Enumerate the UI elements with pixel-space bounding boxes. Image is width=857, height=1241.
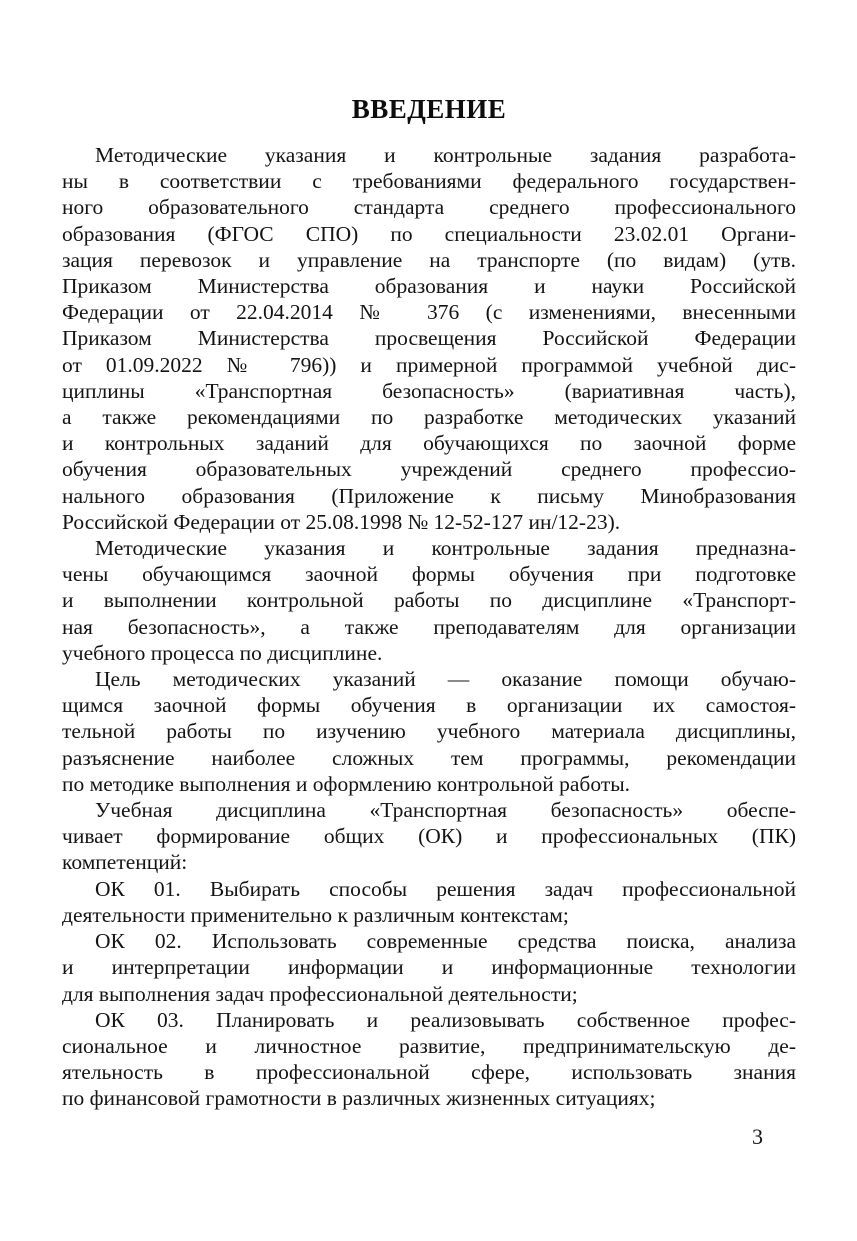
text-line: ного образовательного стандарта среднего профессионального — [62, 195, 796, 220]
text-line: ятельность в профессиональной сфере, использовать знания — [62, 1060, 796, 1085]
text-line: образования (ФГОС СПО) по специальности 23.02.01 Органи- — [62, 221, 796, 246]
text-line: ОК 02. Использовать современные средства поиска, анализа — [95, 929, 796, 954]
text-line: циплины «Транспортная безопасность» (вариативная часть), — [62, 378, 796, 403]
text-line: Цель методических указаний — оказание помощи обучаю- — [95, 667, 796, 692]
text-line: зация перевозок и управление на транспорте (по видам) (утв. — [62, 247, 796, 272]
text-line: компетенций: — [62, 850, 188, 875]
paragraph — [62, 928, 796, 1007]
text-line: от 01.09.2022 № 796)) и примерной программой учебной дис- — [62, 352, 796, 377]
paragraph — [62, 666, 796, 797]
text-line: Учебная дисциплина «Транспортная безопасность» обеспе- — [95, 798, 796, 823]
text-line: ная безопасность», а также преподавателям для организации — [62, 614, 796, 639]
paragraph — [62, 797, 796, 876]
text-line: для выполнения задач профессиональной деятельности; — [62, 981, 578, 1006]
text-line: по методике выполнения и оформлению контрольной работы. — [62, 771, 631, 796]
text-line: ОК 03. Планировать и реализовывать собственное профес- — [95, 1007, 796, 1032]
paragraph — [62, 535, 796, 666]
text-line: тельной работы по изучению учебного материала дисциплины, — [62, 719, 796, 744]
text-line: и интерпретации информации и информационные технологии — [62, 955, 796, 980]
text-line: чены обучающимся заочной формы обучения при подготовке — [62, 562, 796, 587]
page-title: ВВЕДЕНИЕ — [351, 94, 507, 124]
text-line: нального образования (Приложение к письму Минобразования — [62, 483, 796, 508]
text-line: и контрольных заданий для обучающихся по заочной форме — [62, 431, 796, 456]
text-line: а также рекомендациями по разработке методических указаний — [62, 405, 796, 430]
text-line: Приказом Министерства образования и науки Российской — [62, 274, 796, 299]
text-line: обучения образовательных учреждений среднего профессио- — [62, 457, 796, 482]
text-line: учебного процесса по дисциплине. — [62, 640, 383, 665]
text-line: ны в соответствии с требованиями федерального государствен- — [62, 169, 796, 194]
text-line: ОК 01. Выбирать способы решения задач профессиональной — [95, 876, 796, 901]
text-line: сиональное и личностное развитие, предпринимательскую де- — [62, 1033, 796, 1058]
text-line: Федерации от 22.04.2014 № 376 (с изменениями, внесенными — [62, 300, 796, 325]
page-number: 3 — [752, 1124, 763, 1149]
text-line: по финансовой грамотности в различных жизненных ситуациях; — [62, 1086, 656, 1111]
paragraph — [62, 876, 796, 928]
text-line: Приказом Министерства просвещения Российской Федерации — [62, 326, 796, 351]
text-line: щимся заочной формы обучения в организации их самостоя- — [62, 693, 796, 718]
text-line: Методические указания и контрольные задания предназна- — [95, 536, 796, 561]
text-line: Методические указания и контрольные задания разработа- — [95, 143, 796, 167]
text-line: и выполнении контрольной работы по дисциплине «Транспорт- — [62, 588, 796, 613]
body-text — [62, 142, 796, 1112]
text-line: чивает формирование общих (ОК) и профессиональных (ПК) — [62, 824, 796, 849]
text-line: деятельности применительно к различным контекстам; — [62, 902, 569, 927]
text-line: разъяснение наиболее сложных тем программы, рекомендации — [62, 745, 796, 770]
text-line: Российской Федерации от 25.08.1998 № 12-52-127 ин/12-23). — [62, 509, 621, 534]
paragraph — [62, 142, 796, 535]
paragraph — [62, 1007, 796, 1112]
text-column — [62, 96, 796, 1112]
